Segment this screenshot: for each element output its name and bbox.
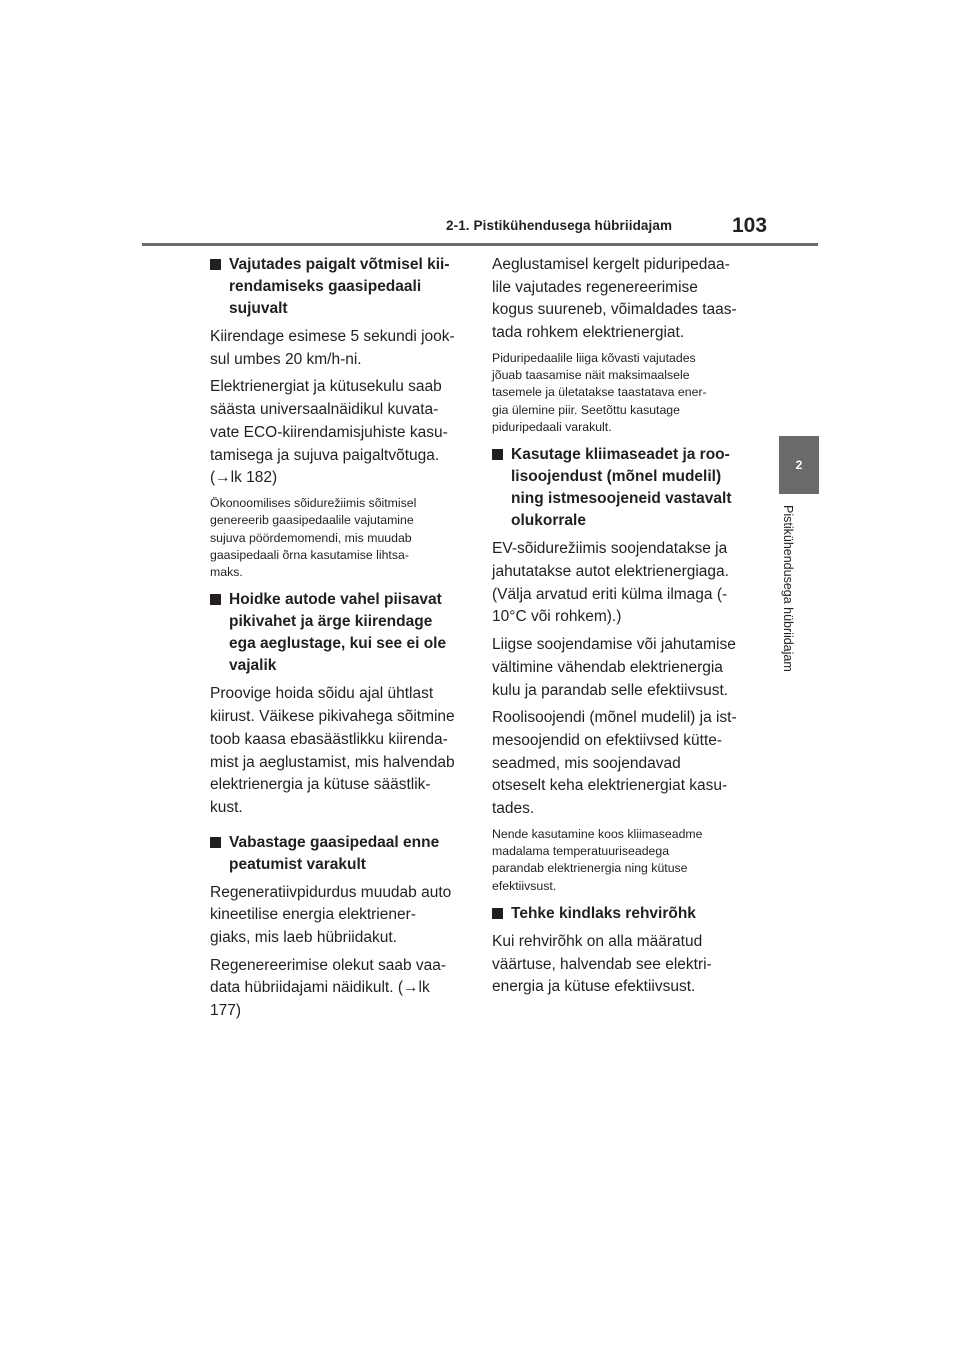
paragraph: Regeneratiivpidurdus muudab auto kineetilise energia elektriener- giaks, mis laeb hübriidakut.	[210, 883, 452, 947]
paragraph: EV-sõidurežiimis soojendatakse ja jahutatakse autot elektrienergiaga. (Välja arvatud eriti külma ilmaga (- 10°C või rohkem).)	[492, 540, 729, 626]
page-reference[interactable]: →lk	[403, 979, 430, 997]
page-reference[interactable]: (→lk 182)	[210, 469, 278, 487]
note-text: Ökonoomilises sõidurežiimis sõitmisel genereerib gaasipedaalile vajutamine sujuva pöördemomendi, mis muudab gaasipedaali õrna kasutamise lihtsa- maks.	[210, 495, 417, 580]
square-bullet-icon	[492, 908, 503, 919]
paragraph: Proovige hoida sõidu ajal ühtlast kiirust. Väikese pikivahega sõitmine toob kaasa ebasäästlikku kiirenda- mist ja aeglustamist, mis halvendab elektrienergia ja kütuse säästlik- kust.	[210, 685, 455, 816]
paragraph: Kiirendage esimese 5 sekundi jook- sul umbes 20 km/h-ni.	[210, 328, 455, 368]
section-heading: Hoidke autode vahel piisavat pikivahet ja ärge kiirendage ega aeglustage, kui see ei ole vajalik	[210, 589, 472, 677]
chapter-number: 2	[795, 458, 803, 472]
note-text: Nende kasutamine koos kliimaseadme madalama temperatuuriseadega parandab elektrienergia ning kütuse efektiivsust.	[492, 826, 703, 893]
section-header-title: 2-1. Pistikühendusega hübriidajam	[446, 218, 673, 233]
section-heading: Vabastage gaasipedaal enne peatumist varakult	[210, 832, 472, 876]
square-bullet-icon	[492, 449, 503, 460]
header-divider	[142, 243, 818, 246]
page-number: 103	[732, 214, 768, 237]
arrow-right-icon: →	[403, 979, 419, 997]
square-bullet-icon	[210, 837, 221, 848]
square-bullet-icon	[210, 594, 221, 605]
right-column	[492, 254, 754, 1004]
paragraph: Regenereerimise olekut saab vaa- data hübriidajami näidikult. (→lk 177)	[210, 956, 447, 1020]
chapter-tab-label: Pistikühendusega hübriidajam	[781, 505, 795, 672]
paragraph: Roolisoojendi (mõnel mudelil) ja ist- mesoojendid on efektiivsed kütte- seadmed, mis soojendavad otseselt keha elektrienergiat kasu- tades.	[492, 709, 737, 818]
section-heading: Tehke kindlaks rehvirõhk	[492, 903, 754, 925]
left-column	[210, 254, 472, 1028]
paragraph: Aeglustamisel kergelt piduripedaa- lile vajutades regenereerimise kogus suureneb, võimaldades taas- tada rohkem elektrienergiat.	[492, 256, 737, 342]
chapter-tab	[779, 436, 819, 494]
paragraph: Liigse soojendamise või jahutamise vältimine vähendab elektrienergia kulu ja parandab selle efektiivsust.	[492, 636, 736, 699]
paragraph: Elektrienergiat ja kütusekulu saab säästa universaalnäidikul kuvata- vate ECO-kiirendamisjuhiste kasu- tamisega ja sujuva paigaltvõtuga. (→lk 182)	[210, 378, 448, 487]
arrow-right-icon: →	[215, 469, 231, 487]
square-bullet-icon	[210, 259, 221, 270]
section-heading: Vajutades paigalt võtmisel kii- rendamiseks gaasipedaali sujuvalt	[210, 254, 472, 320]
section-heading: Kasutage kliimaseadet ja roo- lisoojendust (mõnel mudelil) ning istmesoojeneid vastavalt olukorrale	[492, 444, 754, 532]
note-text: Piduripedaalile liiga kõvasti vajutades jõuab taasamise näit maksimaalsele tasemele ja ületatakse taastatava ener- gia ülemine piir. Seetõttu kasutage piduripedaali varakult.	[492, 350, 707, 434]
paragraph: Kui rehvirõhk on alla määratud väärtuse, halvendab see elektri- energia ja kütuse efektiivsust.	[492, 932, 712, 996]
